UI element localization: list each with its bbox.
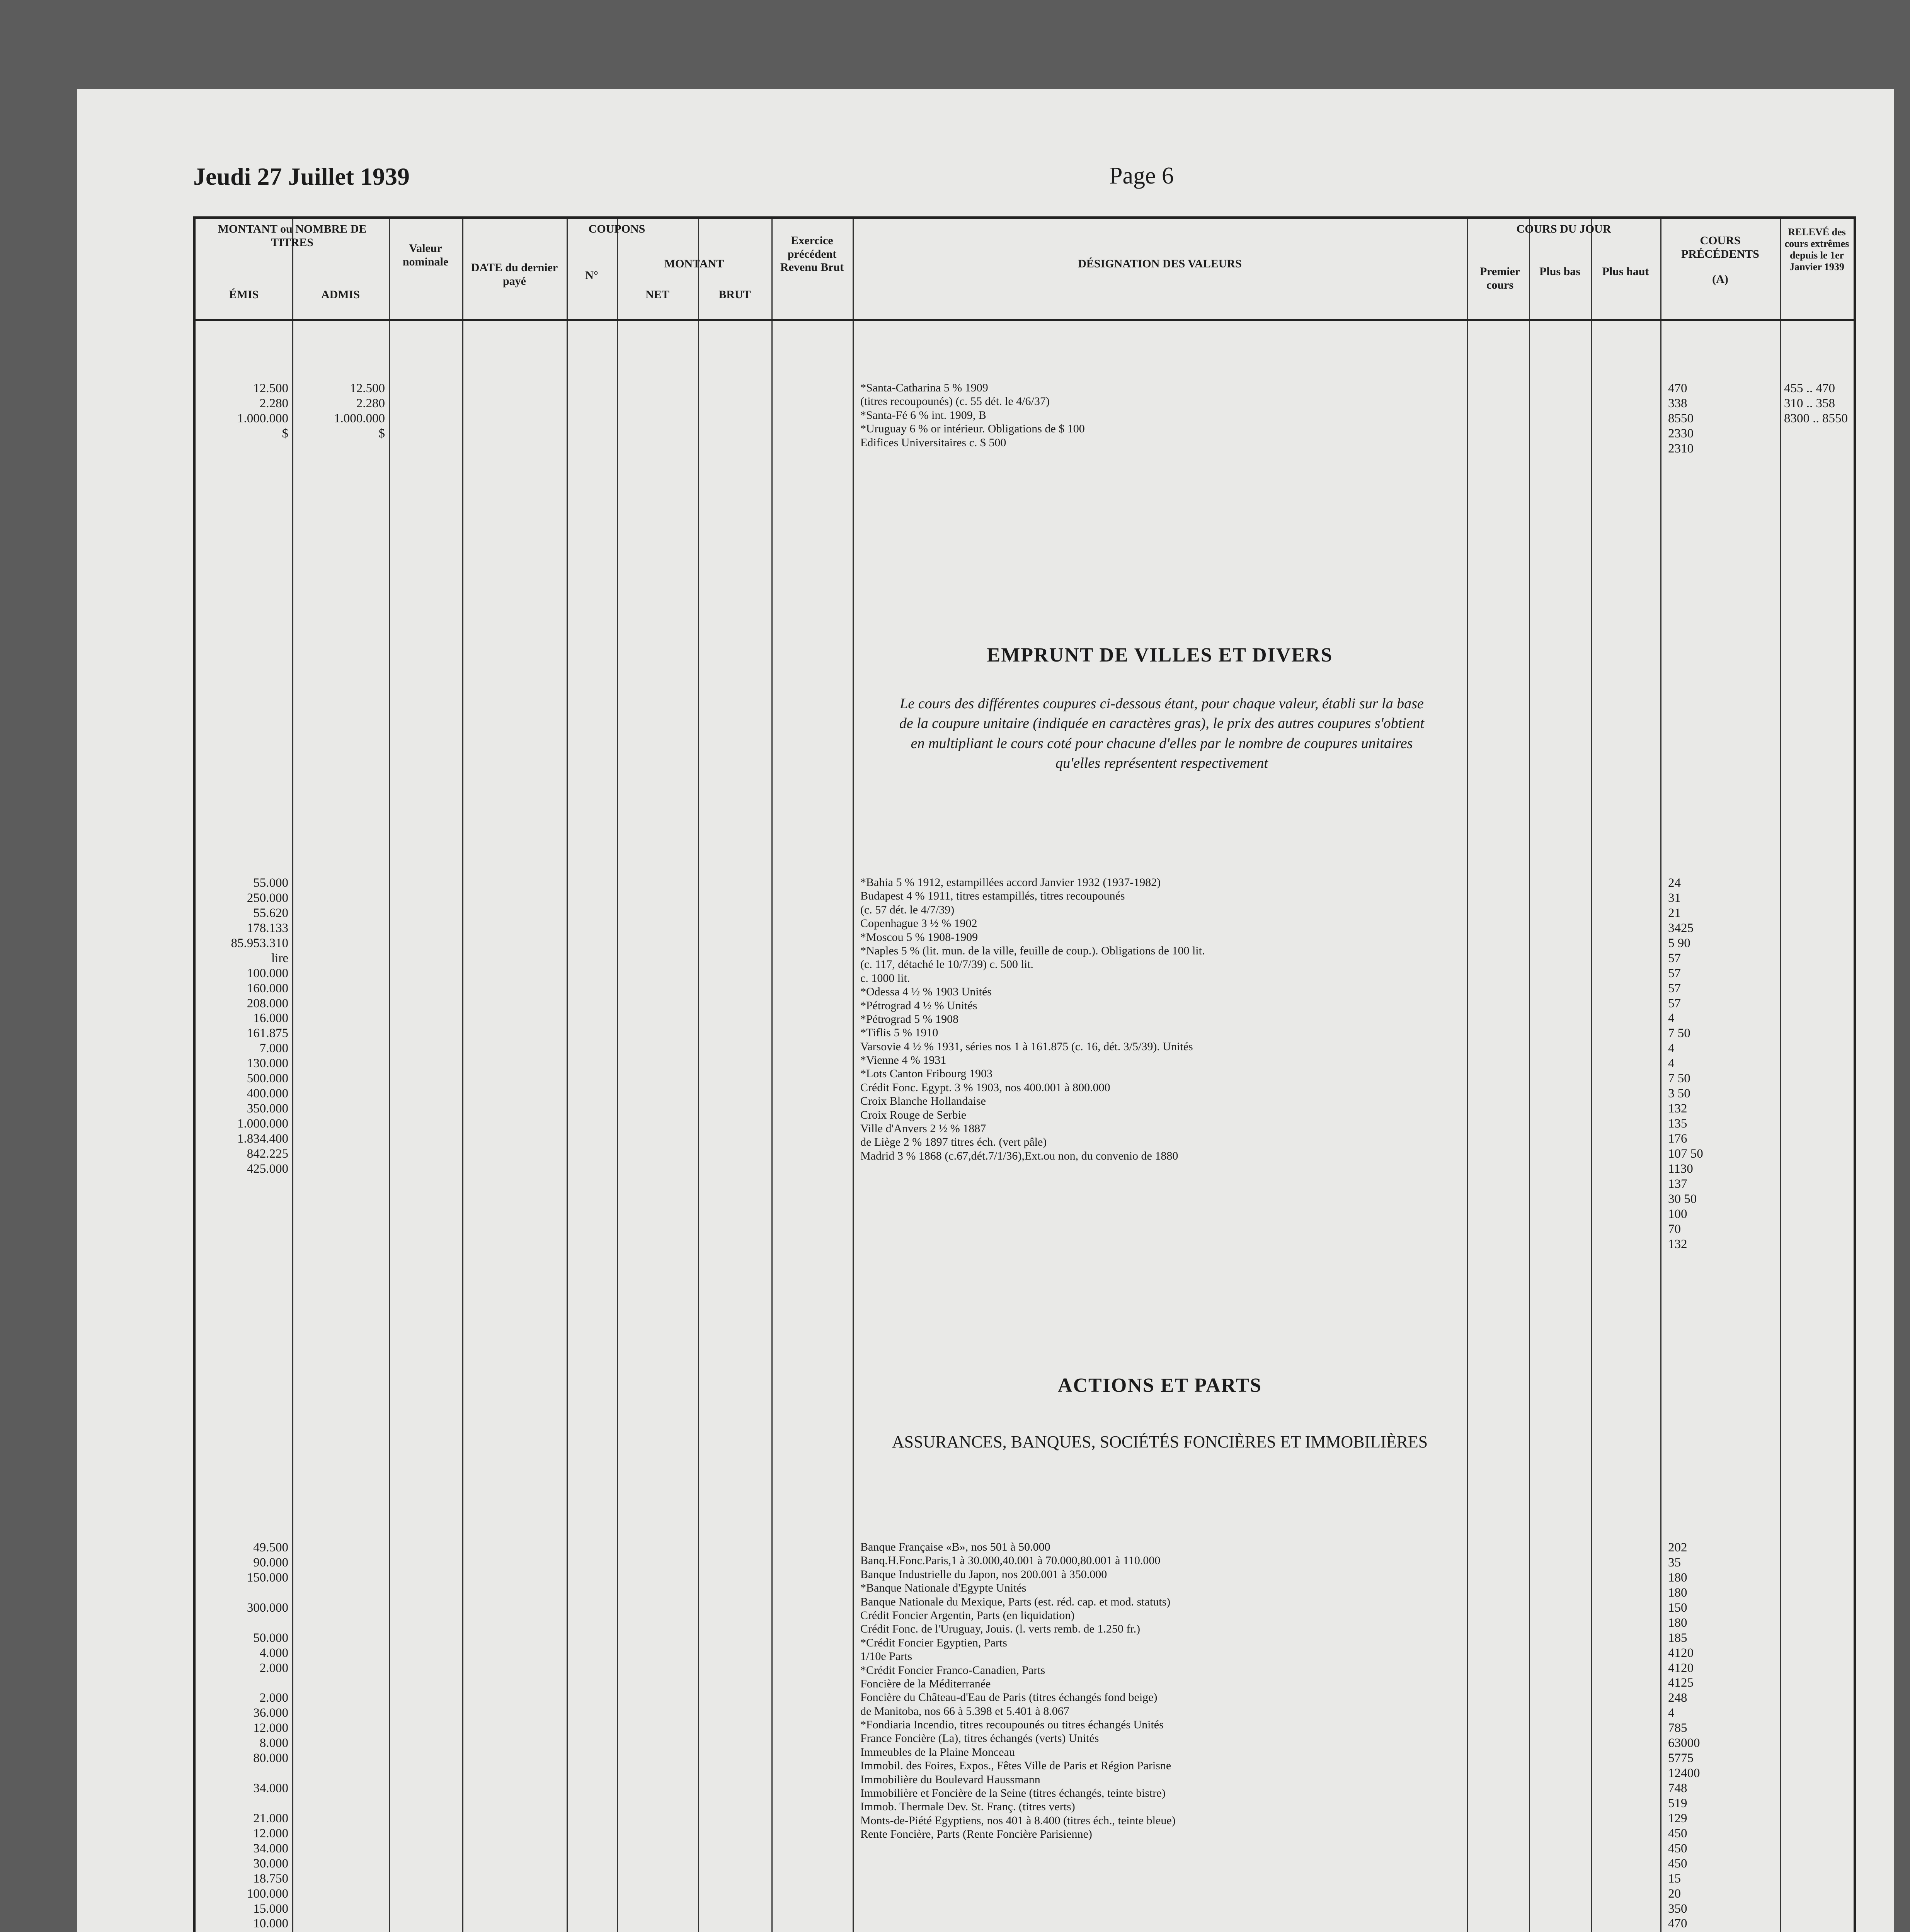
- col-plus-haut: Plus haut: [1602, 265, 1649, 278]
- col-rule: [617, 219, 618, 1932]
- col-date-dernier-paye: DATE du dernier payé: [471, 261, 558, 287]
- col-cours-du-jour: COURS DU JOUR: [1516, 223, 1611, 235]
- col-cours-precedents: COURS PRÉCÉDENTS: [1681, 234, 1759, 260]
- actions-designation: Banque Française «B», nos 501 à 50.000 Banq.H.Fonc.Paris,1 à 30.000,40.001 à 70.000,80.001 à 110.000 Banque Industrielle du Japon, nos 200.001 à 350.000 *Banque Nationale d'Egypte Unités Banque Nationale du Mexique, Parts (est. réd. cap. et mod. statuts) Crédit Foncier Argentin, Parts (en liquidation) Crédit Fonc. de l'Uruguay, Jouis. (l. verts remb. de 1.250 fr.) *Crédit Foncier Egyptien, Parts 1/10e Parts *Crédit Foncier Franco-Canadien, Parts Foncière de la Méditerranée Foncière du Château-d'Eau de Paris (titres échangés fond beige) de Manitoba, nos 66 à 5.398 et 5.401 à 8.067 *Fondiaria Incendio, titres recoupounés ou titres échangés Unités France Foncière (La), titres échangés (verts) Unités Immeubles de la Plaine Monceau Immobil. des Foires, Expos., Fêtes Ville de Paris et Région Parisne Immobilière du Boulevard Haussmann Immobilière et Foncière de la Seine (titres échangés, teinte bistre) Immob. Thermale Dev. St. Franç. (titres verts) Monts-de-Piété Egyptiens, nos 401 à 8.400 (titres éch., teinte bleue) Rente Foncière, Parts (Rente Foncière Parisienne): [860, 1541, 1176, 1841]
- col-admis: ADMIS: [321, 288, 360, 301]
- col-rule: [698, 219, 699, 1932]
- emprunts-designation: *Bahia 5 % 1912, estampillées accord Janvier 1932 (1937-1982) Budapest 4 % 1911, titres estampillés, titres recoupounés (c. 57 dét. le 4/7/39) Copenhague 3 ½ % 1902 *Moscou 5 % 1908-1909 *Naples 5 % (lit. mun. de la ville, feuille de coup.). Obligations de 100 lit. (c. 117, détaché le 10/7/39) c. 500 lit. c. 1000 lit. *Odessa 4 ½ % 1903 Unités *Pétrograd 4 ½ % Unités *Pétrograd 5 % 1908 *Tiflis 5 % 1910 Varsovie 4 ½ % 1931, séries nos 1 à 161.875 (c. 16, dét. 3/5/39). Unités *Vienne 4 % 1931 *Lots Canton Fribourg 1903 Crédit Fonc. Egypt. 3 % 1903, nos 400.001 à 800.000 Croix Blanche Hollandaise Croix Rouge de Serbie Ville d'Anvers 2 ½ % 1887 de Liège 2 % 1897 titres éch. (vert pâle) Madrid 3 % 1868 (c.67,dét.7/1/36),Ext.ou non, du convenio de 1880: [860, 876, 1205, 1162]
- top-designation: *Santa-Catharina 5 % 1909 (titres recoupounés) (c. 55 dét. le 4/6/37) *Santa-Fé 6 % int. 1909, B *Uruguay 6 % or intérieur. Obligations de $ 100 Edifices Universitaires c. $ 500: [860, 381, 1085, 449]
- col-rule: [1467, 219, 1468, 1932]
- col-valeur-nominale: Valeur nominale: [402, 242, 449, 268]
- col-cours-precedents-sub: (A): [1712, 273, 1728, 286]
- col-rule: [462, 219, 463, 1932]
- emprunts-cours-precedents: 24 31 21 3425 5 90 57 57 57 57 4 7 50 4 4 7 50 3 50 132 135 176 107 50 1130 137 30 50 100 70 132: [1668, 876, 1703, 1251]
- quotation-table: [193, 216, 1856, 1932]
- col-net: NET: [645, 288, 669, 301]
- top-releve: 455 .. 470 310 .. 358 8300 .. 8550: [1784, 381, 1848, 425]
- top-emis: 12.500 2.280 1.000.000 $: [237, 381, 288, 440]
- col-rule: [1591, 219, 1592, 1932]
- col-rule: [567, 219, 568, 1932]
- col-releve: RELEVÉ des cours extrêmes depuis le 1er Janvier 1939: [1784, 226, 1849, 272]
- actions-cours-precedents: 202 35 180 180 150 180 185 4120 4120 4125 248 4 785 63000 5775 12400 748 519 129 450 450 450 15 20 350 470: [1668, 1541, 1700, 1931]
- col-rule: [1660, 219, 1661, 1932]
- emprunts-emis: 55.000 250.000 55.620 178.133 85.953.310 lire 100.000 160.000 208.000 16.000 161.875 7.000 130.000 500.000 400.000 350.000 1.000.000 1.834.400 842.225 425.000: [231, 876, 288, 1176]
- col-exercice: Exercice précédent Revenu Brut: [780, 234, 844, 274]
- col-coupons: COUPONS: [588, 223, 645, 235]
- section-actions-subtitle: ASSURANCES, BANQUES, SOCIÉTÉS FONCIÈRES ET IMMOBILIÈRES: [892, 1432, 1428, 1451]
- col-emis: ÉMIS: [229, 288, 259, 301]
- col-designation: DÉSIGNATION DES VALEURS: [1078, 257, 1242, 270]
- col-plus-bas: Plus bas: [1539, 265, 1580, 278]
- col-rule: [1529, 219, 1530, 1932]
- section-emprunts-title: EMPRUNT DE VILLES ET DIVERS: [987, 644, 1333, 666]
- actions-emis: 49.500 90.000 150.000 300.000 50.000 4.000 2.000 2.000 36.000 12.000 8.000 80.000 34.000 21.000 12.000 34.000 30.000 18.750 100.000 15.000 10.000: [247, 1541, 288, 1931]
- page-header: [193, 162, 1797, 197]
- col-montant: MONTANT: [664, 257, 724, 270]
- header-date: Jeudi 27 Juillet 1939: [193, 163, 410, 190]
- table-header: [196, 219, 1854, 321]
- col-numero: N°: [585, 269, 598, 282]
- col-brut: BRUT: [718, 288, 751, 301]
- newspaper-page: [77, 89, 1894, 1932]
- section-emprunts-note: Le cours des différentes coupures ci-dessous étant, pour chaque valeur, établi sur la base de la coupure unitaire (indiquée en caractères gras), le prix des autres coupures s'obtient en multipliant le cours coté pour chacune d'elles par le nombre de coupures unitaires qu'elles représentent respectivement: [899, 696, 1425, 771]
- col-rule: [1780, 219, 1781, 1932]
- col-montant-nombre: MONTANT ou NOMBRE DE TITRES: [218, 223, 367, 249]
- col-rule: [389, 219, 390, 1932]
- top-admis: 12.500 2.280 1.000.000 $: [334, 381, 385, 440]
- col-rule: [771, 219, 773, 1932]
- header-page-number: Page 6: [1109, 163, 1174, 189]
- col-rule: [292, 219, 293, 1932]
- section-actions-title: ACTIONS ET PARTS: [1057, 1374, 1262, 1396]
- col-rule: [853, 219, 854, 1932]
- col-premier-cours: Premier cours: [1479, 265, 1520, 291]
- top-cours-precedents: 470 338 8550 2330 2310: [1668, 381, 1694, 456]
